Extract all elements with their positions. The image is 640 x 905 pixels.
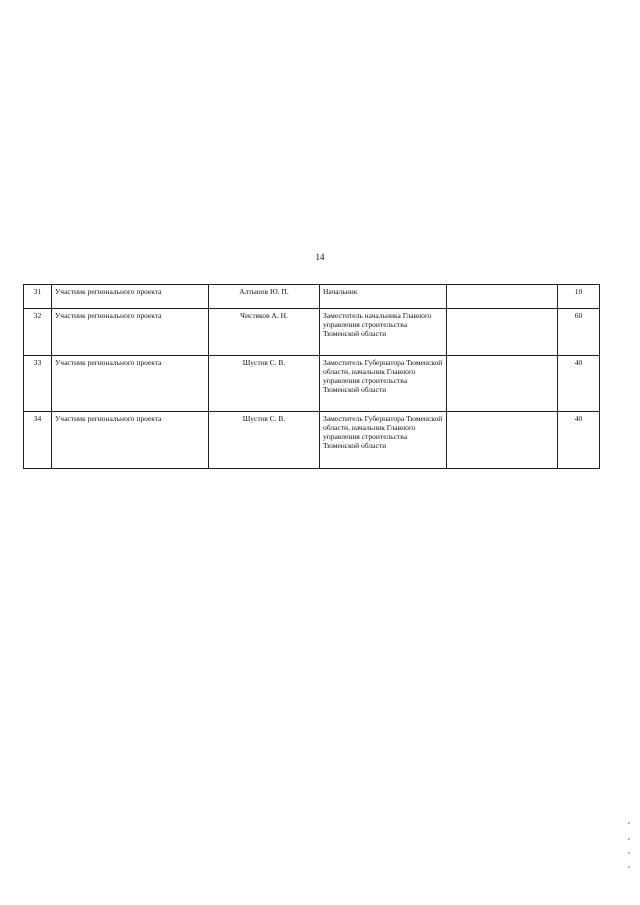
row-extra <box>447 412 558 469</box>
table-row <box>24 356 600 412</box>
scan-speck <box>628 852 630 854</box>
row-name: Шустов С. В. <box>209 412 320 469</box>
row-position: Заместитель Губернатора Тюменской области, начальник Главного управления строительства Тюменской области <box>320 412 447 469</box>
table-row <box>24 285 600 309</box>
row-value: 40 <box>558 356 600 412</box>
row-number: 32 <box>24 309 52 356</box>
row-position: Заместитель начальника Главного управления строительства Тюменской области <box>320 309 447 356</box>
row-extra <box>447 285 558 309</box>
row-role: Участник регионального проекта <box>52 356 209 412</box>
row-number: 33 <box>24 356 52 412</box>
row-name: Шустов С. В. <box>209 356 320 412</box>
row-name: Алтынов Ю. П. <box>209 285 320 309</box>
row-value: 10 <box>558 285 600 309</box>
row-position: Начальник <box>320 285 447 309</box>
row-value: 40 <box>558 412 600 469</box>
participants-table <box>23 284 600 469</box>
scan-speck <box>628 822 630 824</box>
page-number: 14 <box>315 252 325 262</box>
row-role: Участник регионального проекта <box>52 412 209 469</box>
row-name: Чистяков А. Н. <box>209 309 320 356</box>
row-role: Участник регионального проекта <box>52 285 209 309</box>
scan-speck <box>628 866 630 868</box>
row-extra <box>447 356 558 412</box>
row-number: 34 <box>24 412 52 469</box>
table-row <box>24 412 600 469</box>
row-role: Участник регионального проекта <box>52 309 209 356</box>
table-row <box>24 309 600 356</box>
row-position: Заместитель Губернатора Тюменской области, начальник Главного управления строительства Тюменской области <box>320 356 447 412</box>
row-value: 60 <box>558 309 600 356</box>
row-extra <box>447 309 558 356</box>
row-number: 31 <box>24 285 52 309</box>
scan-speck <box>628 838 630 840</box>
